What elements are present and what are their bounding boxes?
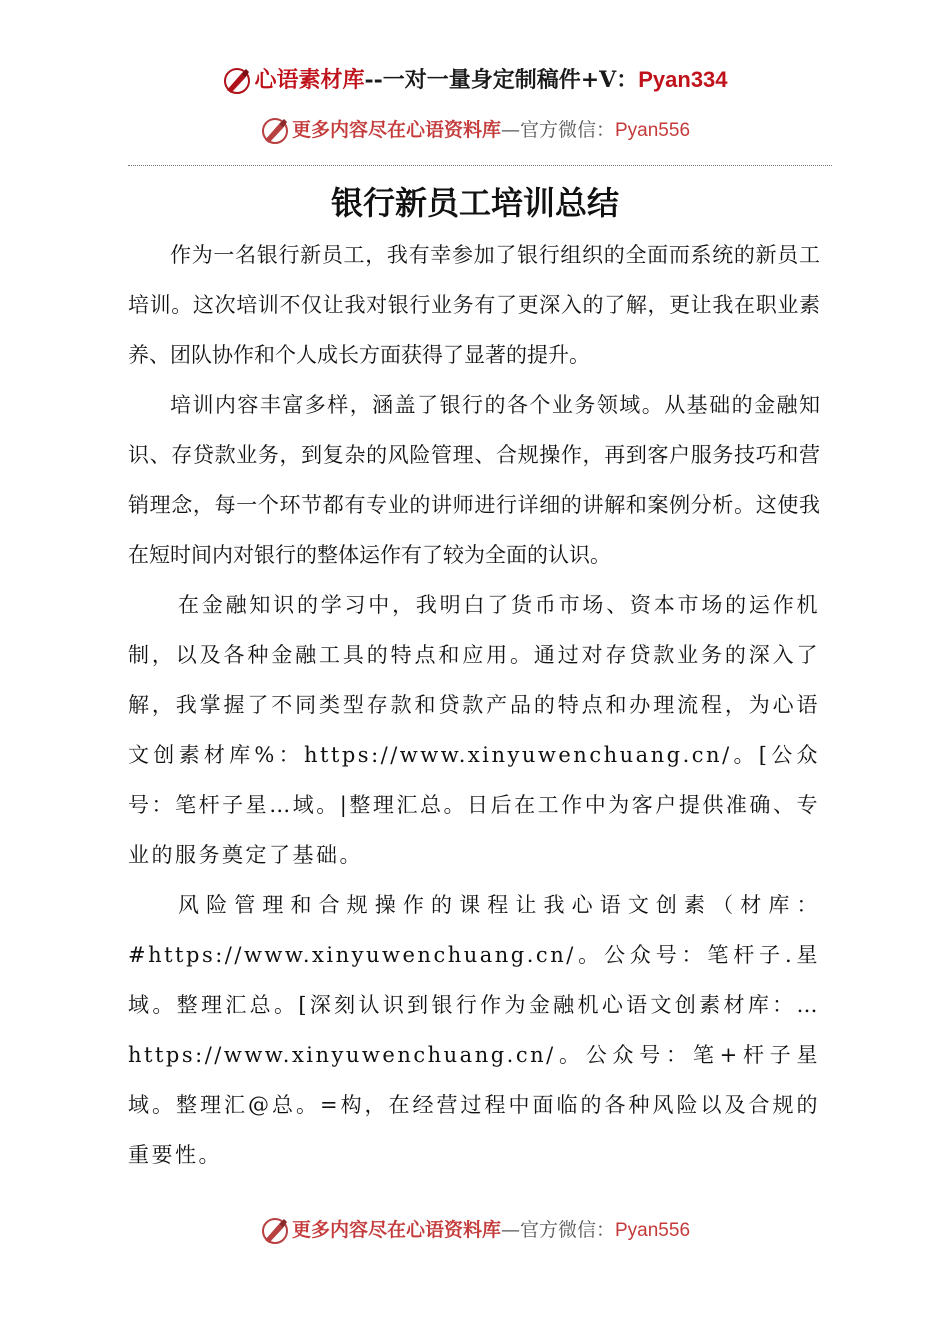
- subheader-line: [0, 112, 950, 149]
- footer-line: [0, 1212, 950, 1249]
- footer-slogan: 更多内容尽在心语资料库: [291, 1219, 501, 1241]
- header-contact-code: Pyan334: [638, 67, 728, 92]
- header-slogan: --一对一量身定制稿件+V：: [364, 67, 639, 93]
- pen-logo-icon: [260, 1216, 290, 1246]
- document-title: 银行新员工培训总结: [330, 184, 619, 222]
- pen-logo-icon: [222, 66, 252, 96]
- header-line: [0, 62, 950, 98]
- footer-wechat-code: Pyan556: [615, 1220, 691, 1241]
- pen-logo-icon: [260, 116, 290, 146]
- paragraph: 在金融知识的学习中，我明白了货币市场、资本市场的运作机制，以及各种金融工具的特点和应用。通过对存贷款业务的深入了解，我掌握了不同类型存款和贷款产品的特点和办理流程，为心语文创素材库%：https://www.xinyuwenchuang.cn/。[公众号：笔杆子星…域。|整理汇总。日后在工作中为客户提供准确、专业的服务奠定了基础。: [128, 593, 820, 867]
- document-body: [128, 230, 820, 1180]
- paragraph: 作为一名银行新员工，我有幸参加了银行组织的全面而系统的新员工培训。这次培训不仅让我对银行业务有了更深入的了解，更让我在职业素养、团队协作和个人成长方面获得了显著的提升。: [128, 243, 820, 367]
- footer-wechat-label: —官方微信：: [500, 1219, 615, 1241]
- subheader-wechat-label: —官方微信：: [500, 119, 615, 141]
- header-divider: [128, 165, 832, 166]
- subheader-wechat-code: Pyan556: [615, 120, 691, 141]
- brand-name: 心语素材库: [254, 67, 365, 93]
- paragraph: 风险管理和合规操作的课程让我心语文创素（材库：#https://www.xinyuwenchuang.cn/。公众号：笔杆子.星域。整理汇总。[深刻认识到银行作为金融机心语文创素材库：…https://www.xinyuwenchuang.cn/。公众号：笔+杆子星域。整理汇@总。=构，在经营过程中面临的各种风险以及合规的重要性。: [128, 893, 820, 1167]
- paragraph: 培训内容丰富多样，涵盖了银行的各个业务领域。从基础的金融知识、存贷款业务，到复杂的风险管理、合规操作，再到客户服务技巧和营销理念，每一个环节都有专业的讲师进行详细的讲解和案例分析。这使我在短时间内对银行的整体运作有了较为全面的认识。: [128, 393, 820, 567]
- subheader-slogan: 更多内容尽在心语资料库: [291, 119, 501, 141]
